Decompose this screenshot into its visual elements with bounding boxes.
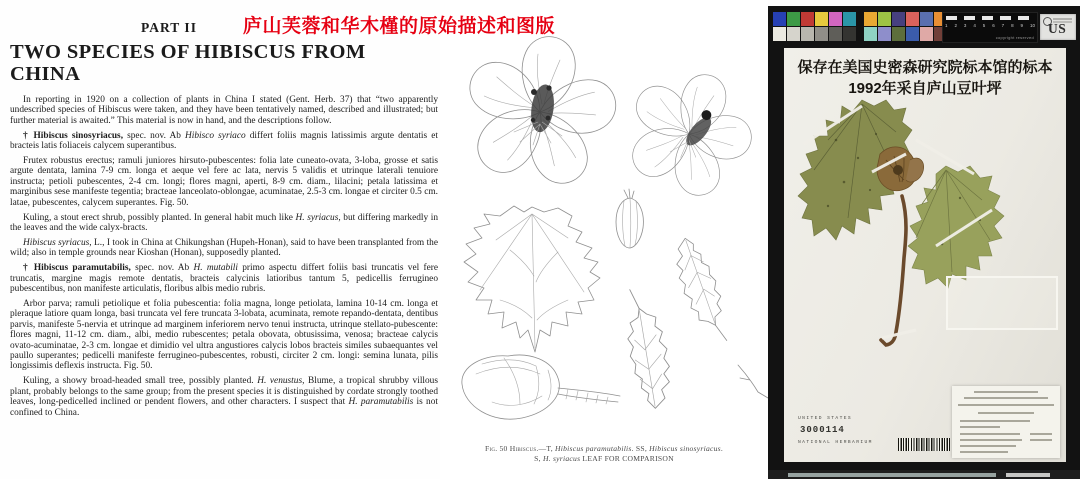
table-edge xyxy=(788,473,996,477)
latin-italic: Hibisco syriaco xyxy=(185,130,246,141)
specimen-leaf-right xyxy=(908,166,1004,288)
scale-bar xyxy=(942,12,1038,43)
color-calibration-bar-bottom xyxy=(773,27,948,41)
calibration-chip xyxy=(773,27,786,41)
calibration-chip xyxy=(864,27,877,41)
calibration-chip xyxy=(829,12,842,26)
calibration-chip xyxy=(829,27,842,41)
label-text-line xyxy=(974,391,1038,393)
paragraph-paramutabilis-diagnosis: † Hibiscus paramutabilis, spec. nov. Ab H. mutabili primo aspectu differt foliis basi truncatis vel fere truncatis, margine magis remote dentatis, bracteis calycinis latioribus tantum 5, pedicellis ferrugineo pubescentibus, non manifeste articulatis, floribus albis medio rubris. xyxy=(10,263,438,295)
serrated-leaf-illustration xyxy=(621,286,675,411)
palmate-leaf-illustration xyxy=(464,206,600,352)
calibration-chip xyxy=(892,12,905,26)
scale-number: 3 xyxy=(963,23,967,28)
species-name-italic: H. paramutabilis xyxy=(348,397,414,408)
calibration-chip xyxy=(801,27,814,41)
collection-label xyxy=(952,386,1060,458)
herbarium-stamp xyxy=(798,416,908,445)
stamp-line1: UNITED STATES xyxy=(798,416,853,421)
label-text-line xyxy=(960,426,1000,428)
calibration-chip xyxy=(892,27,905,41)
specimen-dried-flower xyxy=(877,147,924,191)
us-herbarium-label xyxy=(1040,14,1076,40)
scale-number: 2 xyxy=(954,23,957,28)
serrated-leaf-illustration xyxy=(668,233,734,348)
scale-number: 1 xyxy=(945,23,948,28)
species-name-italic: H. venustus, xyxy=(257,376,305,387)
calibration-chip xyxy=(801,12,814,26)
calibration-chip xyxy=(787,12,800,26)
calibration-chip xyxy=(920,12,933,26)
paper-title: TWO SPECIES OF HIBISCUS FROM CHINA xyxy=(10,41,366,85)
latin-italic: H. mutabili xyxy=(193,263,238,274)
scale-number: 4 xyxy=(973,23,976,28)
calibration-chip xyxy=(815,12,828,26)
scale-number: 10 xyxy=(1029,23,1035,28)
us-label-text: US xyxy=(1048,21,1067,36)
label-text-line xyxy=(960,451,1008,453)
pedicel-illustration xyxy=(738,365,768,398)
label-text-line xyxy=(964,397,1048,399)
scale-number: 9 xyxy=(1020,23,1024,28)
label-text-line xyxy=(960,439,1022,441)
flower-paramutabilis-illustration xyxy=(463,37,623,194)
calyx-bract-illustration xyxy=(462,355,620,419)
label-text-line xyxy=(1030,433,1052,435)
photo-bottom-edge xyxy=(768,470,1080,479)
figure-plate xyxy=(440,0,768,479)
calibration-chip xyxy=(815,27,828,41)
scale-number: 5 xyxy=(982,23,986,28)
scale-number: 6 xyxy=(992,23,995,28)
paper-page xyxy=(0,0,446,479)
calibration-chip xyxy=(920,27,933,41)
flower-sinosyriacus-illustration xyxy=(613,60,768,213)
color-calibration-bar-top xyxy=(773,12,948,26)
calibration-chip xyxy=(906,27,919,41)
accession-number: 3000114 xyxy=(800,425,845,435)
species-name-bold: † Hibiscus paramutabilis, xyxy=(23,263,131,274)
calibration-chip xyxy=(864,12,877,26)
stamp-line2: NATIONAL HERBARIUM xyxy=(798,440,873,445)
figure-caption-line1: Fig. 50 Hibiscus.—T, Hibiscus paramutabilis. SS, Hibiscus sinosyriacus. xyxy=(484,444,724,453)
calibration-chip xyxy=(787,27,800,41)
label-text-line xyxy=(960,445,1016,447)
hibiscus-line-drawing xyxy=(440,0,768,445)
calibration-chip xyxy=(773,12,786,26)
paragraph-sinosyriacus-diagnosis: † Hibiscus sinosyriacus, spec. nov. Ab Hibisco syriaco differt foliis magnis latissimis argute dentatis et bracteis latis foliaceis calycem superantibus. xyxy=(10,130,438,152)
species-name-italic: H. syriacus, xyxy=(295,212,341,223)
herbarium-photo xyxy=(768,6,1080,479)
us-label-smallprint xyxy=(1053,18,1072,20)
scale-number: 8 xyxy=(1011,23,1014,28)
calibration-chip xyxy=(878,12,891,26)
paragraph-paramutabilis-description: Arbor parva; ramuli petiolique et folia pubescentia: folia magna, longe petiolata, lamina 10-14 cm. longa et pleraque latiore quam longa, basi truncata vel fere truncata 3-lobata, acuminata, remote repando-dentata, dentibus parvis, manifeste 5-nervia et utrinque ad marginem inferiorem nervo tenui instructa, utrinque stellato-pubescente: flores magni, 11-12 cm. diam., albi, medio rubescentes; petala obovata, obtusissima, venosa; bracteae calycis ovato-acuminatae, 2-3 cm. longae et dimidio vel ultra angustiores calycis lobos bracteis similes subaequantes vel paullo superantes; pedicelli manifeste ferrugineo-pubescentes, robusti, circiter 2 cm. longi: semina lunata, pilis longissimis deflexis instructa. Fig. 50. xyxy=(10,298,438,372)
scale-bar-ticks xyxy=(946,16,1032,20)
label-text-line xyxy=(978,412,1034,414)
label-text-line xyxy=(1030,439,1052,441)
barcode xyxy=(898,438,950,451)
label-text-line xyxy=(958,404,1054,406)
specimen-stem xyxy=(881,196,906,345)
calibration-chip xyxy=(843,12,856,26)
fragment-packet xyxy=(946,276,1058,330)
part-heading: PART II xyxy=(141,20,197,35)
species-name-bold: † Hibiscus sinosyriacus, xyxy=(23,130,124,141)
scale-bar-copyright: copyright reserved xyxy=(995,35,1034,40)
figure-caption-line2: S, H. syriacus LEAF FOR COMPARISON xyxy=(534,454,674,463)
figure-caption xyxy=(440,444,768,464)
paragraph-syriacus-note: Hibiscus syriacus, L., I took in China at Chikungshan (Hupeh-Honan), said to have been transplanted from the wild; also in temple grounds near Kioshan (Honan), supposedly planted. xyxy=(10,237,438,259)
specimen-sheet xyxy=(784,48,1066,462)
flower-bud-illustration xyxy=(616,189,643,248)
paragraph-kuling-tree: Kuling, a showy broad-headed small tree, possibly planted. H. venustus, Blume, a tropical shrubby villous plant, probably belongs to the same group; from the present species it is distinguished by cordate strongly toothed leaves, long-pedicelled inclined or pendent flowers, and other characters. I suspect that H. paramutabilis is not confined to China. xyxy=(10,376,438,418)
paragraph-kuling-shrub: Kuling, a stout erect shrub, possibly planted. In general habit much like H. syriacus, but differing markedly in the leaves and the wide calyx-bracts. xyxy=(10,212,439,233)
annotation-specimen-line1: 保存在美国史密森研究院标本馆的标本 xyxy=(797,59,1053,76)
label-text-line xyxy=(960,420,1030,422)
label-text-line xyxy=(960,433,1020,435)
annotation-specimen-line2: 1992年采自庐山豆叶坪 xyxy=(848,80,1002,97)
paragraph-intro: In reporting in 1920 on a collection of plants in China I stated (Gent. Herb. 37) that “two apparently undescribed species of Hibiscus were taken, and they have been tentatively named, described and illustrated; but further material is awaited.” This material is now in hand, and the descriptions follow. xyxy=(10,95,438,126)
scale-number: 7 xyxy=(1001,23,1005,28)
calibration-chip xyxy=(843,27,856,41)
annotation-top-red: 庐山芙蓉和华木槿的原始描述和图版 xyxy=(243,16,556,37)
calibration-chip xyxy=(878,27,891,41)
paragraph-sinosyriacus-description: Frutex robustus erectus; ramuli juniores hirsuto-pubescentes: folia late cuneato-ovata, 3-loba, grosse et satis argute dentata, lamina 7-9 cm. longa et aeque vel fere ac lata, nervis 5 validis et utrinque laterali tenuiore instructa; petioli pubescentes, 2-4 cm. longi; flores magni, aperti, 8-9 cm. diam., lilacini; petala latissima et marginibus sese manifeste tegentia; bracteae lanceolato-oblongae, acuminatae, 2.5-3 cm. longae et circiter 0.5 cm. latae, pubescentes, calycem superantes. Fig. 50. xyxy=(10,156,438,208)
calibration-chip xyxy=(906,12,919,26)
table-edge-highlight xyxy=(1006,473,1050,477)
species-name-italic: Hibiscus syriacus, xyxy=(23,237,92,248)
scale-bar-numbers xyxy=(945,23,1035,28)
